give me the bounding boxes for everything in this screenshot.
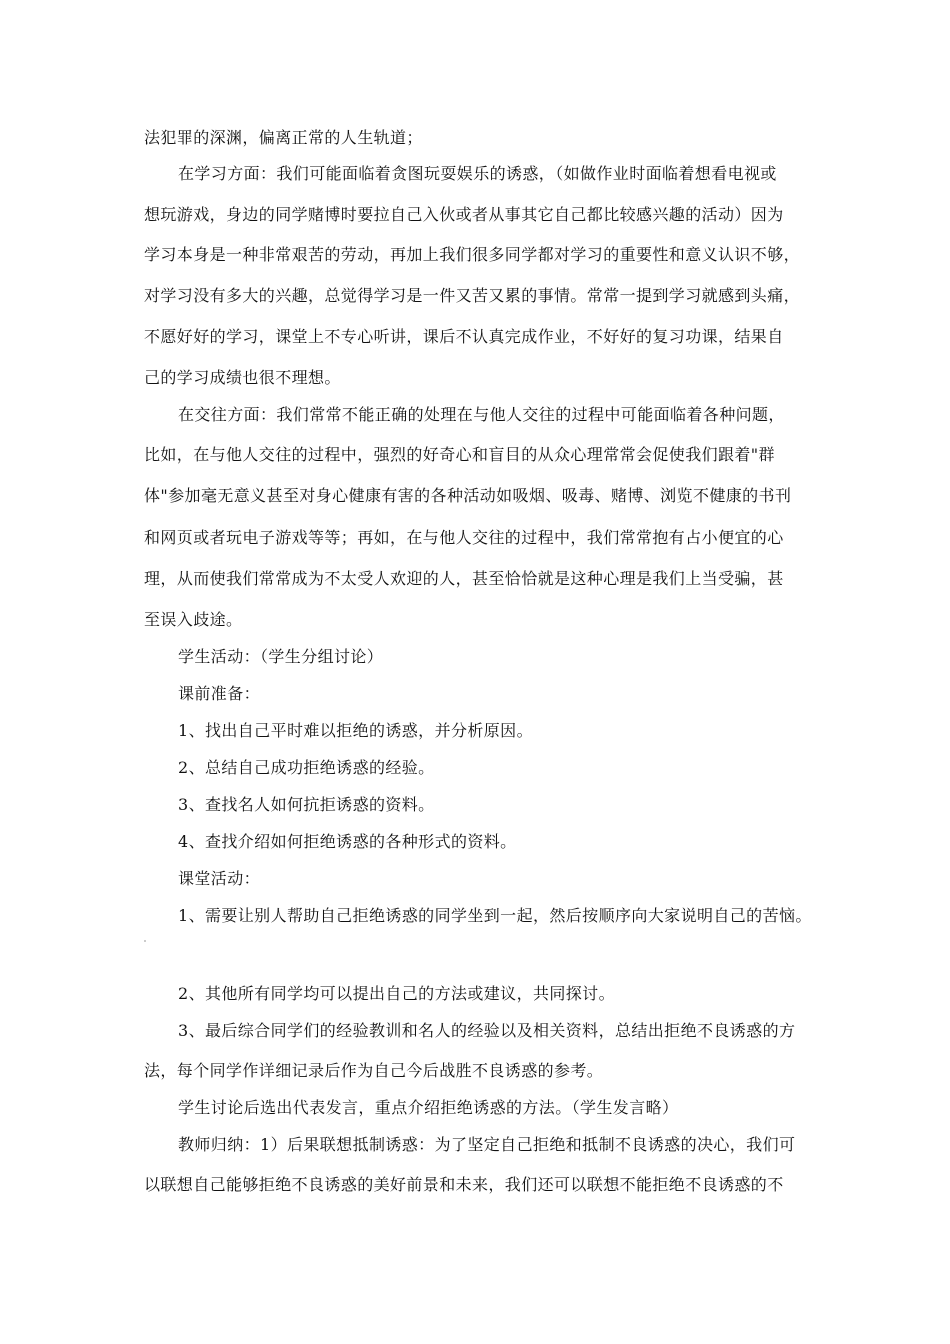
text-line: 不愿好好的学习，课堂上不专心听讲，课后不认真完成作业，不好好的复习功课，结果自	[144, 327, 784, 346]
text-line: 学习本身是一种非常艰苦的劳动，再加上我们很多同学都对学习的重要性和意义认识不够，	[144, 245, 801, 264]
paragraph-line: 教师归纳：1）后果联想抵制诱惑：为了坚定自己拒绝和抵制不良诱惑的决心，我们可	[178, 1135, 796, 1154]
text-line: 以联想自己能够拒绝不良诱惑的美好前景和未来，我们还可以联想不能拒绝不良诱惑的不	[144, 1175, 784, 1194]
paragraph-line: 学生讨论后选出代表发言，重点介绍拒绝诱惑的方法。（学生发言略）	[178, 1098, 679, 1117]
list-item: 3、最后综合同学们的经验教训和名人的经验以及相关资料，总结出拒绝不良诱惑的方	[178, 1021, 796, 1040]
paragraph-line: 在交往方面：我们常常不能正确的处理在与他人交往的过程中可能面临着各种问题，	[178, 405, 785, 424]
activity-heading: 学生活动：（学生分组讨论）	[178, 647, 384, 666]
list-item: 1、找出自己平时难以拒绝的诱惑，并分析原因。	[178, 721, 533, 740]
text-line: 体"参加毫无意义甚至对身心健康有害的各种活动如吸烟、吸毒、赌博、浏览不健康的书刊	[144, 486, 792, 505]
text-line: 己的学习成绩也很不理想。	[144, 368, 341, 387]
text-line: 比如，在与他人交往的过程中，强烈的好奇心和盲目的从众心理常常会促使我们跟着"群	[144, 445, 775, 464]
paragraph-mark	[144, 940, 146, 942]
text-line: 和网页或者玩电子游戏等等；再如，在与他人交往的过程中，我们常常抱有占小便宜的心	[144, 528, 784, 547]
text-line: 想玩游戏，身边的同学赌博时要拉自己入伙或者从事其它自己都比较感兴趣的活动）因为	[144, 205, 784, 224]
list-item: 2、总结自己成功拒绝诱惑的经验。	[178, 758, 435, 777]
section-heading: 课前准备：	[178, 684, 261, 703]
section-heading: 课堂活动：	[178, 869, 261, 888]
text-line: 理，从而使我们常常成为不太受人欢迎的人，甚至恰恰就是这种心理是我们上当受骗，甚	[144, 569, 784, 588]
list-item: 3、查找名人如何抗拒诱惑的资料。	[178, 795, 435, 814]
list-item: 2、其他所有同学均可以提出自己的方法或建议，共同探讨。	[178, 984, 615, 1003]
list-item: 1、需要让别人帮助自己拒绝诱惑的同学坐到一起，然后按顺序向大家说明自己的苦恼。	[178, 906, 812, 925]
text-line: 至误入歧途。	[144, 610, 243, 629]
paragraph-line: 在学习方面：我们可能面临着贪图玩耍娱乐的诱惑，（如做作业时面临着想看电视或	[178, 164, 777, 183]
text-line: 法犯罪的深渊，偏离正常的人生轨道；	[144, 128, 423, 147]
text-line: 对学习没有多大的兴趣，总觉得学习是一件又苦又累的事情。常常一提到学习就感到头痛，	[144, 286, 801, 305]
text-line: 法，每个同学作详细记录后作为自己今后战胜不良诱惑的参考。	[144, 1061, 604, 1080]
list-item: 4、查找介绍如何拒绝诱惑的各种形式的资料。	[178, 832, 517, 851]
